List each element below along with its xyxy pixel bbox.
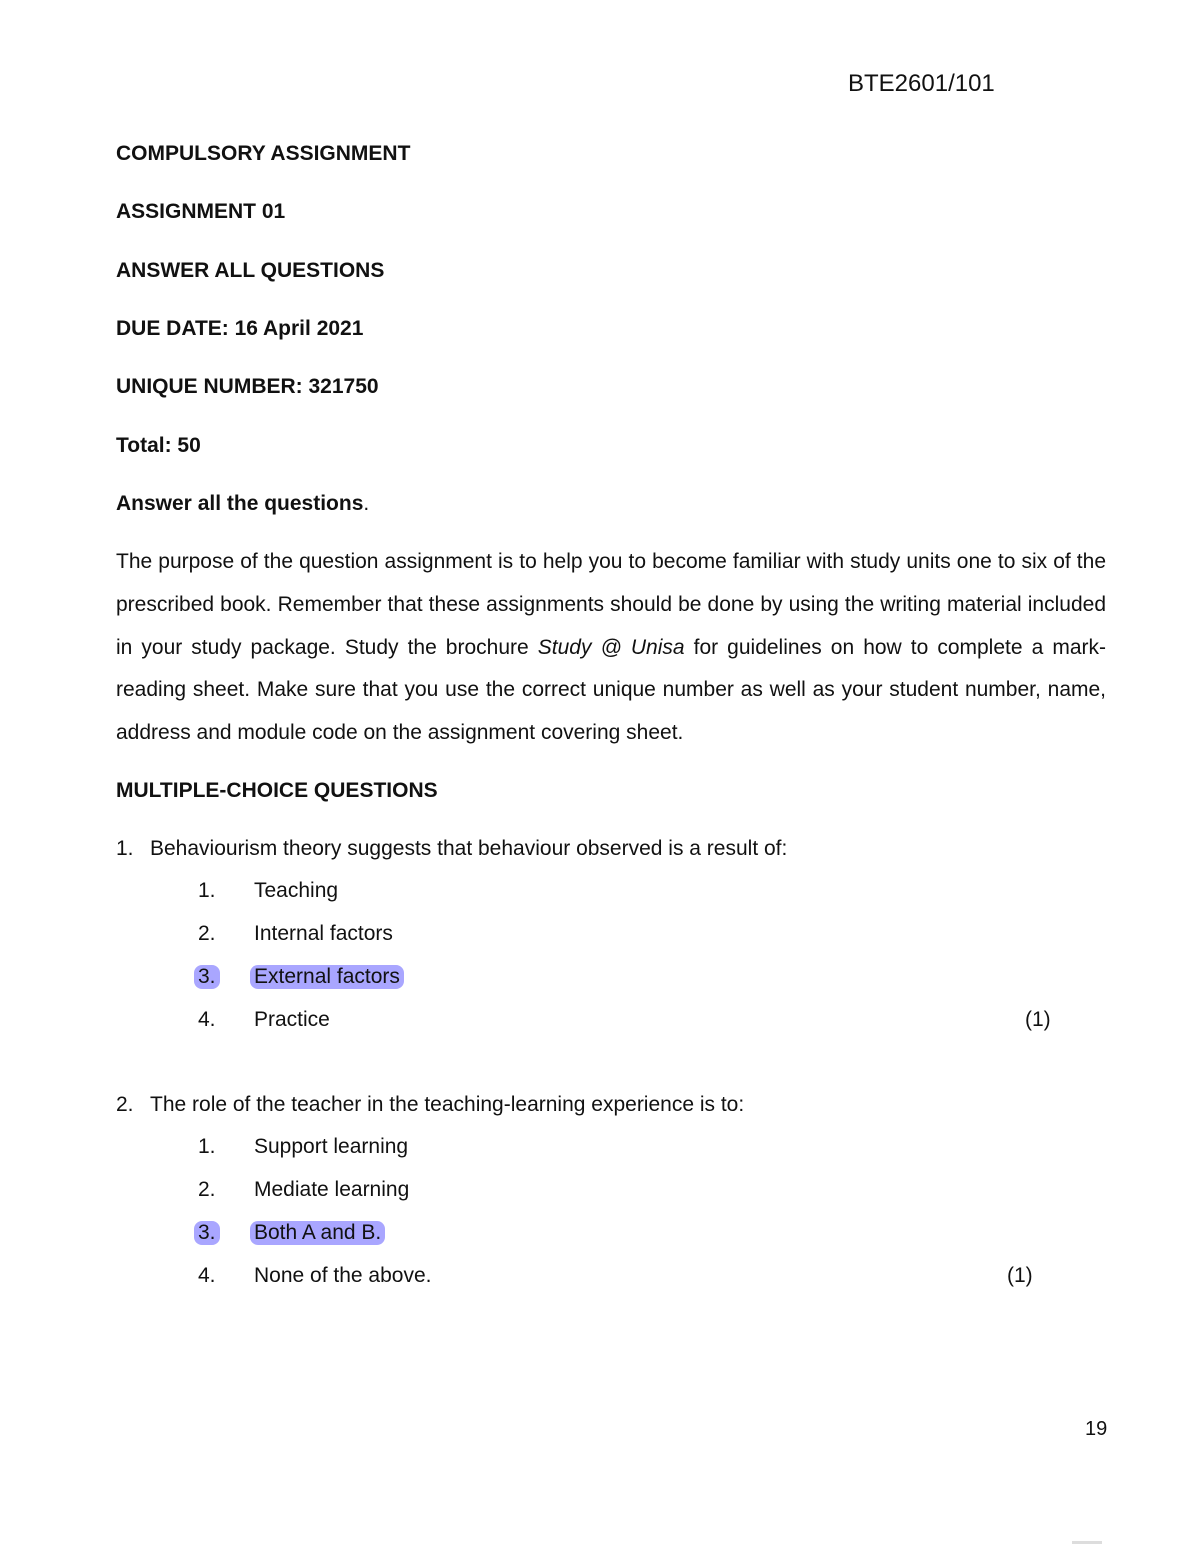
option-text: Teaching	[254, 879, 339, 902]
option-text-highlighted: Both A and B.	[250, 1221, 385, 1245]
heading-total: Total: 50	[116, 434, 201, 457]
heading-assignment: ASSIGNMENT 01	[116, 200, 286, 223]
heading-answer-all: ANSWER ALL QUESTIONS	[116, 259, 385, 282]
instruction-bold: Answer all the questions	[116, 492, 364, 515]
question-2-marks: (1)	[1007, 1264, 1033, 1287]
question-1-marks: (1)	[1025, 1008, 1051, 1031]
q2-option-2	[198, 1178, 798, 1208]
q1-option-1	[198, 879, 798, 909]
option-text: Internal factors	[254, 922, 393, 945]
footer-mark	[1072, 1541, 1102, 1544]
option-text: Mediate learning	[254, 1178, 410, 1201]
option-text: Practice	[254, 1008, 330, 1031]
option-number: 2.	[198, 1178, 216, 1201]
q1-option-3	[198, 965, 798, 995]
option-number-highlighted: 3.	[194, 965, 220, 989]
intro-part1: The purpose of the question assignment is to help you to become familiar with study units one to six of the prescribed book. Remember that these assignments should be done by using the writing material included in your study package. Study the brochure	[116, 550, 1106, 659]
heading-due-date: DUE DATE: 16 April 2021	[116, 317, 364, 340]
option-number-highlighted: 3.	[194, 1221, 220, 1245]
option-number: 4.	[198, 1264, 216, 1287]
question-2-text: The role of the teacher in the teaching-learning experience is to:	[150, 1093, 745, 1116]
option-text: None of the above.	[254, 1264, 432, 1287]
q2-option-4	[198, 1264, 798, 1294]
option-text-highlighted: External factors	[250, 965, 404, 989]
option-number: 2.	[198, 922, 216, 945]
option-number: 1.	[198, 879, 216, 902]
question-1-number: 1.	[116, 837, 134, 860]
question-2	[116, 1093, 744, 1117]
option-number: 1.	[198, 1135, 216, 1158]
question-1	[116, 837, 787, 861]
question-2-number: 2.	[116, 1093, 134, 1116]
option-text: Support learning	[254, 1135, 409, 1158]
q2-option-3	[198, 1221, 798, 1251]
instruction-period: .	[363, 492, 370, 515]
q1-option-4	[198, 1008, 798, 1038]
intro-part2: for guidelines on how to complete a mark-reading sheet. Make sure that you use the correct unique number as well as your student number, name, address and module code on the assignment covering sheet.	[116, 635, 1106, 745]
option-number: 4.	[198, 1008, 216, 1031]
page-number: 19	[1085, 1418, 1108, 1440]
heading-unique-number: UNIQUE NUMBER: 321750	[116, 375, 379, 398]
section-title: MULTIPLE-CHOICE QUESTIONS	[116, 779, 438, 802]
heading-compulsory: COMPULSORY ASSIGNMENT	[116, 142, 411, 165]
instruction-line	[116, 492, 369, 516]
intro-brochure-title: Study @ Unisa	[537, 635, 685, 659]
question-1-text: Behaviourism theory suggests that behaviour observed is a result of:	[150, 837, 788, 860]
q2-option-1	[198, 1135, 798, 1165]
course-code: BTE2601/101	[848, 70, 995, 97]
intro-paragraph	[116, 541, 1106, 755]
q1-option-2	[198, 922, 798, 952]
